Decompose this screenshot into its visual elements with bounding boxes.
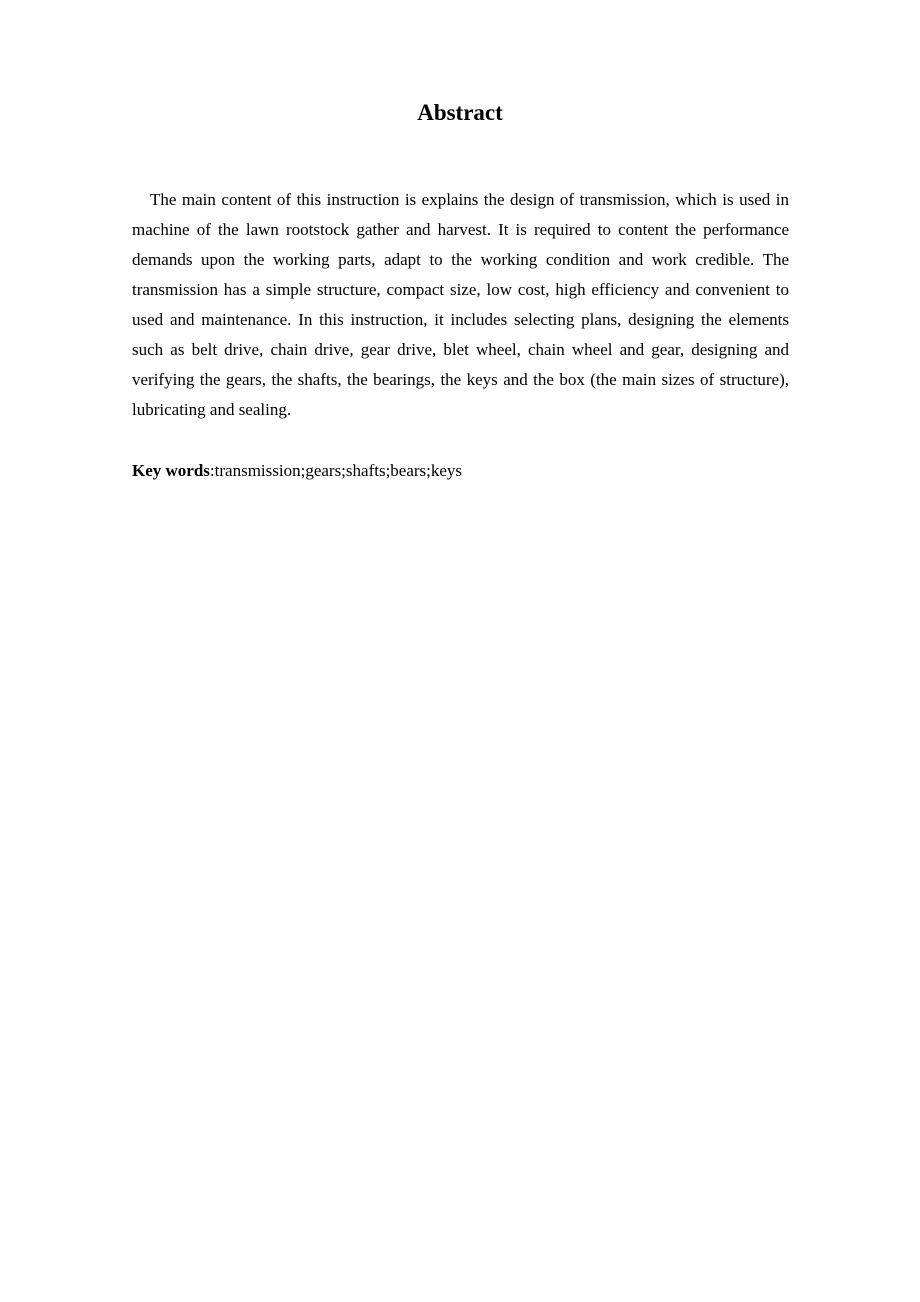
abstract-paragraph: The main content of this instruction is explains the design of transmission, which is used in machine of the lawn rootstock gather and harvest. It is required to content the performance demands upon the working parts, adapt to the working condition and work credible. The transmission has a simple structure, compact size, low cost, high efficiency and convenient to used and maintenance. In this instruction, it includes selecting plans, designing the elements such as belt drive, chain drive, gear drive, blet wheel, chain wheel and gear, designing and verifying the gears, the shafts, the bearings, the keys and the box (the main sizes of structure), lubricating and sealing.: [132, 190, 789, 419]
keywords-list: :transmission;gears;shafts;bears;keys: [209, 461, 463, 480]
keywords-line: [132, 456, 789, 486]
keywords-label: Key words: [132, 461, 210, 480]
page-title: Abstract: [417, 100, 503, 125]
